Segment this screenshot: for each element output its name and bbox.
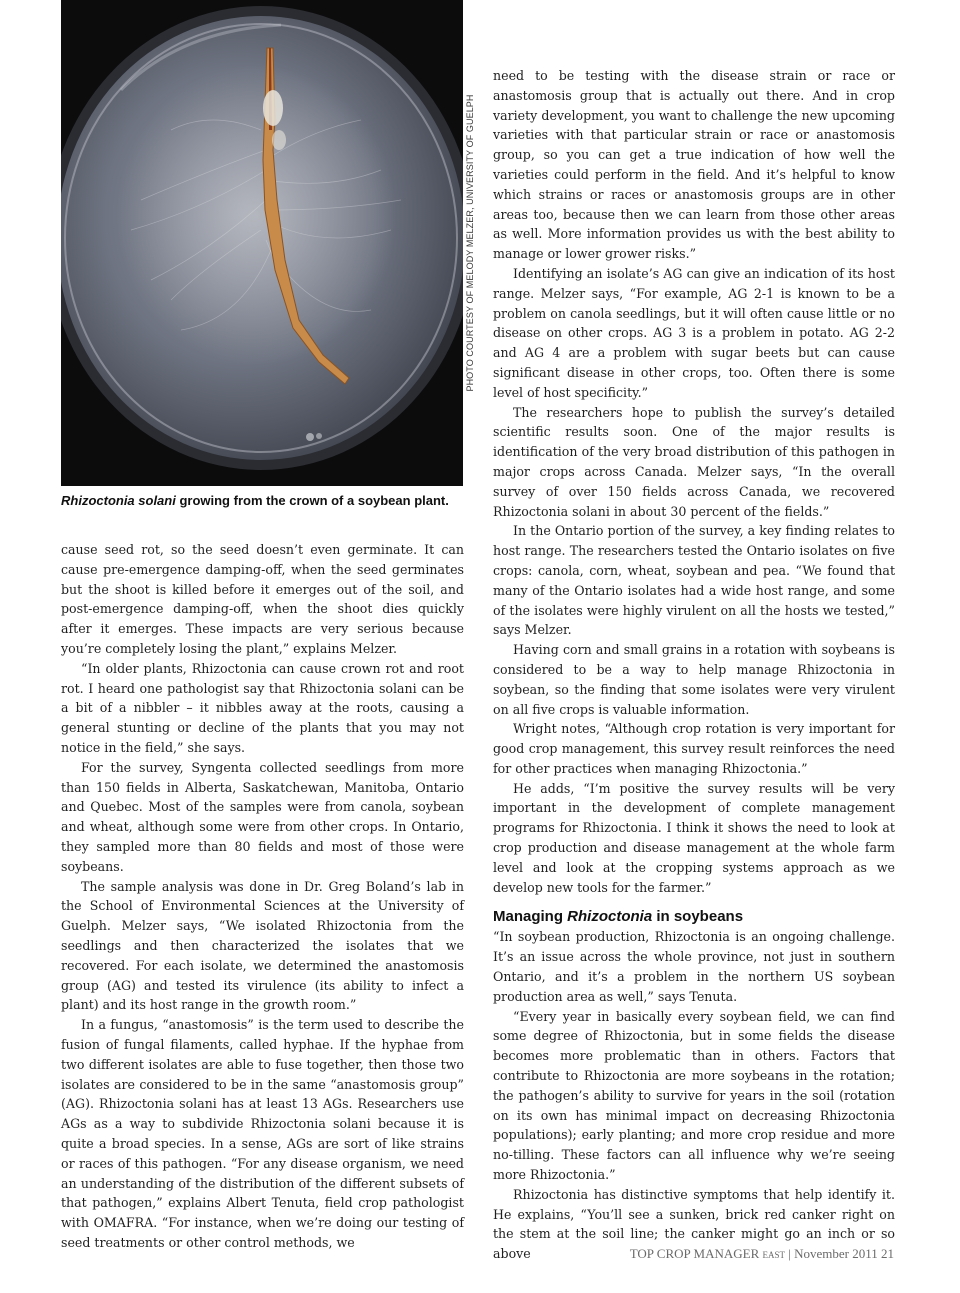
caption-text: growing from the crown of a soybean plant. (175, 493, 449, 508)
article-paragraph: “Every year in basically every soybean field, we can find some degree of Rhizoctonia, but in some fields the disease becomes more problematic than in others. Factors that contribute to Rhizoctonia are more soybeans in the rotation; the pathogen’s ability to survive for years in the soil (rotation on its own has minimal impact on decreasing Rhizoctonia populations); early planting; and more crop residue and more no-tilling. These factors can all influence why we’re seeing more Rhizoctonia.” (493, 1008, 895, 1183)
article-paragraph: “In soybean production, Rhizoctonia is an ongoing challenge. It’s an issue across the whole province, not just in southern Ontario, and it’s a problem in the northern US soybean production area as well,” says Tenuta. (493, 929, 895, 1004)
magazine-edition: EAST (762, 1250, 785, 1260)
article-paragraph: In the Ontario portion of the survey, a key finding relates to host range. The researchers tested the Ontario isolates on five crops: canola, corn, wheat, soybean and pea. “We found that many of the Ontario isolates had a wide host range, and some of the isolates were highly virulent on all the hosts we tested,” says Melzer. (493, 523, 895, 638)
section-heading: Managing Rhizoctonia in soybeans (493, 908, 744, 926)
page-number: 21 (881, 1246, 894, 1261)
article-paragraph: need to be testing with the disease strain or race or anastomosis group that is actually out there. And in crop variety development, you want to challenge the new upcoming varieties with that particular strain or race or anastomosis group, so you can get a true indication of how well the varieties could perform in the field. And it’s helpful to know which strains or races or anastomosis groups are in other areas too, because then we can learn from those other areas as well. More information provides us with the best ability to manage or lower grower risks.” (493, 68, 895, 262)
caption-species: Rhizoctonia solani (61, 493, 176, 508)
article-paragraph: cause seed rot, so the seed doesn’t even germinate. It can cause pre-emergence damping-off, when the seed germinates but the shoot is killed before it emerges out of the soil, and post-emergence damping-off, when the shoot dies quickly after it emerges. These impacts are very serious because you’re completely losing the plant,” explains Melzer. (61, 542, 464, 656)
petri-dish-photo (61, 0, 463, 486)
page-footer (630, 1246, 894, 1262)
article-paragraph: Wright notes, “Although crop rotation is very important for good crop management, this survey result reinforces the need for other practices when managing Rhizoctonia.” (493, 721, 895, 776)
article-paragraph: Identifying an isolate’s AG can give an indication of its host range. Melzer says, “For example, AG 2-1 is known to be a problem on canola seedlings, but it will often cause little or no disease on other crops. AG 3 is a problem in potato. AG 2-2 and AG 4 are a problem with sugar beets but can cause significant disease in other crops, too. Often there is some level of host specificity.” (493, 265, 895, 400)
footer-separator: | (788, 1246, 791, 1261)
petri-dish-illustration (61, 0, 463, 486)
photo-credit-text: PHOTO COURTESY OF MELODY MELZER, UNIVERSITY OF GUELPH (465, 94, 475, 392)
photo-credit (463, 0, 477, 486)
article-paragraph: “In older plants, Rhizoctonia can cause crown rot and root rot. I heard one pathologist say that Rhizoctonia solani can be a bit of a nibbler – it nibbles away at the roots, causing a general stunting or decline of the plants that you may not notice in the field,” she says. (61, 660, 464, 755)
article-paragraph: Having corn and small grains in a rotation with soybeans is considered to be a way to help manage Rhizoctonia in soybean, so the finding that some isolates were very virulent on all five crops is valuable information. (493, 642, 895, 717)
issue-date: November 2011 (794, 1246, 878, 1261)
article-paragraph: In a fungus, “anastomosis” is the term used to describe the fusion of fungal filaments, called hyphae. If the hyphae from two different isolates are able to fuse together, then those two isolates are considered to be in the same “anastomosis group” (AG). Rhizoctonia solani has at least 13 AGs. Researchers use AGs as a way to subdivide Rhizoctonia solani because it is quite a broad species. In a sense, AGs are sort of like strains or races of this pathogen. “For any disease organism, we need an understanding of the distribution of the different subsets of that pathogen,” explains Albert Tenuta, field crop pathologist with OMAFRA. “For instance, when we’re doing our testing of seed treatments or other control methods, we (61, 1017, 464, 1250)
left-column (61, 540, 464, 1253)
article-paragraph: Rhizoctonia has distinctive symptoms that help identify it. He explains, “You’ll see a sunken, brick red canker right on the stem at the soil line; the canker might go an inch or so above (493, 1186, 895, 1262)
article-paragraph: The researchers hope to publish the survey’s detailed scientific results soon. One of the major results is identification of the very broad distribution of this pathogen in major crops across Canada. Melzer says, “In the overall survey of over 150 fields across Canada, we recovered Rhizoctonia solani in about 30 percent of the fields.” (493, 404, 895, 519)
article-paragraph: For the survey, Syngenta collected seedlings from more than 150 fields in Alberta, Saskatchewan, Manitoba, Ontario and Quebec. Most of the samples were from canola, soybean and wheat, although some were from other crops. In Ontario, they sampled more than 80 fields and most of those were soybeans. (61, 759, 464, 874)
article-paragraph: The sample analysis was done in Dr. Greg Boland’s lab in the School of Environmental Sciences at the University of Guelph. Melzer says, “We isolated Rhizoctonia from the seedlings and then characterized the isolates that we recovered. For each isolate, we determined the anastomosis group (AG) and tested its virulence (its ability to infect a plant) and its host range in the growth room.” (61, 878, 464, 1013)
article-paragraph: He adds, “I’m positive the survey results will be very important in the development of complete management programs for Rhizoctonia. I think it shows the need to look at crop production and disease management at the whole farm level and look at the cropping systems approach as we develop new tools for the farmer.” (493, 780, 895, 895)
magazine-name: TOP CROP MANAGER (629, 1246, 760, 1261)
photo-caption (61, 493, 467, 508)
right-column (493, 66, 895, 1264)
